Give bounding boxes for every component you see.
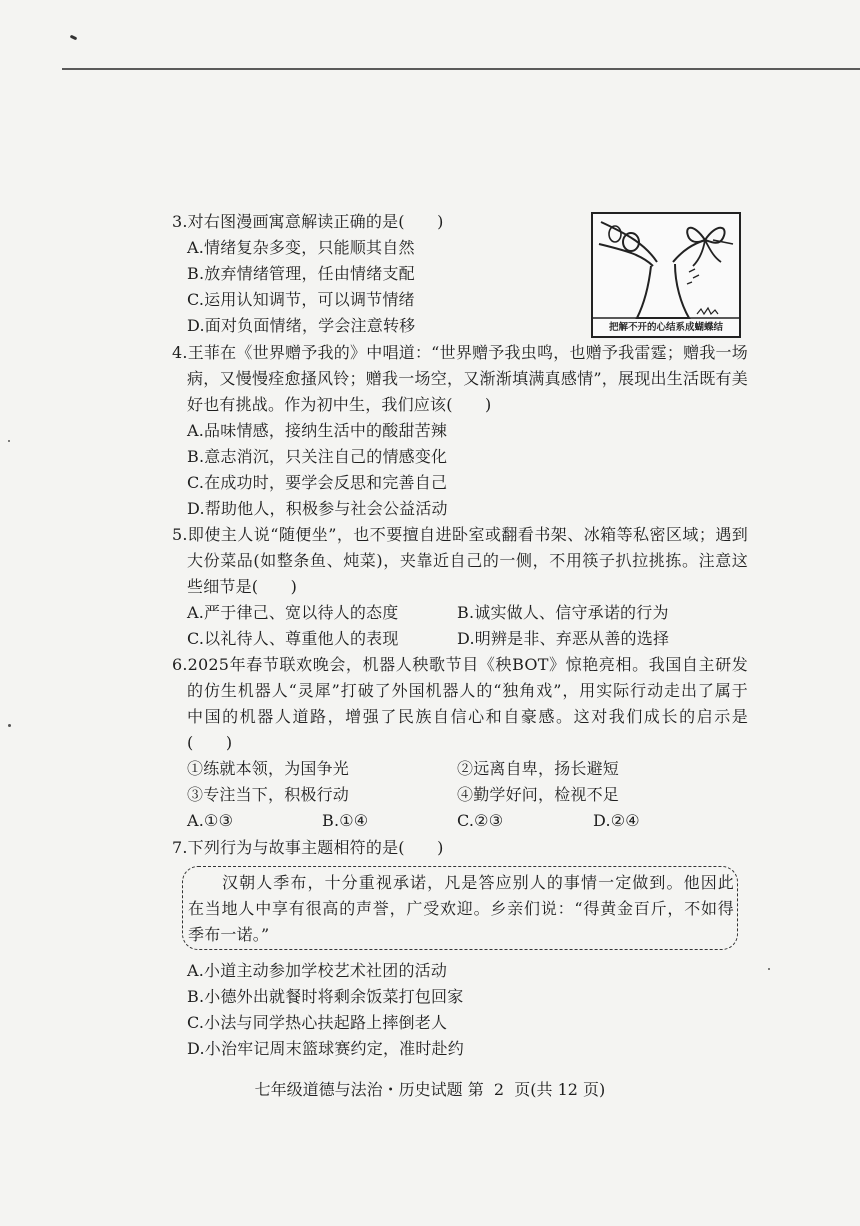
question-stem-line: 6.2025年春节联欢晚会，机器人秧歌节目《秧BOT》惊艳亮相。我国自主研发: [172, 655, 748, 674]
header-rule: [62, 68, 860, 70]
page-footer: 七年级道德与法治・历史试题 第 2 页(共 12 页): [254, 1080, 606, 1099]
option-b[interactable]: B.小德外出就餐时将剩余饭菜打包回家: [187, 987, 464, 1006]
option-d[interactable]: D.小治牢记周末篮球赛约定，准时赴约: [187, 1039, 464, 1058]
option-d[interactable]: D.帮助他人，积极参与社会公益活动: [187, 499, 448, 518]
question-stem-line: 大份菜品(如整条鱼、炖菜)，夹靠近自己的一侧，不用筷子扒拉挑拣。注意这: [187, 551, 748, 570]
comic-caption: 把解不开的心结系成蝴蝶结: [608, 322, 723, 333]
question-stem: 7.下列行为与故事主题相符的是( ): [172, 838, 444, 857]
scan-speck: [8, 724, 11, 727]
option-b[interactable]: B.①④: [322, 811, 369, 830]
question-stem-line: 5.即使主人说“随便坐”，也不要擅自进卧室或翻看书架、冰箱等私密区域；遇到: [172, 525, 748, 544]
question-stem-line: 4.王菲在《世界赠予我的》中唱道：“世界赠予我虫鸣，也赠予我雷霆；赠我一场: [172, 343, 748, 362]
option-c[interactable]: C.运用认知调节，可以调节情绪: [187, 290, 415, 309]
story-line: 季布一诺。”: [188, 925, 270, 944]
option-c[interactable]: C.②③: [457, 811, 504, 830]
question-stem-line: 病，又慢慢痊愈搔风铃；赠我一场空，又渐渐填满真感情”，展现出生活既有美: [187, 369, 748, 388]
question-stem-line: ( ): [187, 733, 233, 752]
scan-speck: [768, 968, 770, 970]
question-stem: 3.对右图漫画寓意解读正确的是( ): [172, 212, 444, 231]
tree-bow-illustration: [593, 214, 739, 336]
scan-speck: [8, 440, 10, 442]
comic-image: [591, 212, 741, 338]
option-b[interactable]: B.诚实做人、信守承诺的行为: [457, 603, 669, 622]
story-line: 在当地人中享有很高的声誉，广受欢迎。乡亲们说：“得黄金百斤，不如得: [188, 899, 734, 918]
option-a[interactable]: A.严于律己、宽以待人的态度: [187, 603, 399, 622]
question-stem-line: 的仿生机器人“灵犀”打破了外国机器人的“独角戏”，用实际行动走出了属于: [187, 681, 748, 700]
statement-2: ②远离自卑，扬长避短: [457, 759, 620, 778]
option-c[interactable]: C.小法与同学热心扶起路上摔倒老人: [187, 1013, 448, 1032]
option-d[interactable]: D.明辨是非、弃恶从善的选择: [457, 629, 670, 648]
option-b[interactable]: B.放弃情绪管理，任由情绪支配: [187, 264, 415, 283]
scan-mark: [70, 35, 78, 41]
option-b[interactable]: B.意志消沉，只关注自己的情感变化: [187, 447, 448, 466]
statement-4: ④勤学好问，检视不足: [457, 785, 620, 804]
option-c[interactable]: C.以礼待人、尊重他人的表现: [187, 629, 399, 648]
option-a[interactable]: A.品味情感，接纳生活中的酸甜苦辣: [187, 421, 448, 440]
question-stem-line: 中国的机器人道路，增强了民族自信心和自豪感。这对我们成长的启示是: [187, 707, 748, 726]
statement-3: ③专注当下，积极行动: [187, 785, 350, 804]
option-a[interactable]: A.①③: [187, 811, 234, 830]
option-a[interactable]: A.小道主动参加学校艺术社团的活动: [187, 961, 448, 980]
question-stem-line: 好也有挑战。作为初中生，我们应该( ): [187, 395, 492, 414]
question-stem-line: 些细节是( ): [187, 577, 298, 596]
story-line: 汉朝人季布，十分重视承诺，凡是答应别人的事情一定做到。他因此: [222, 873, 734, 892]
option-d[interactable]: D.②④: [593, 811, 640, 830]
statement-1: ①练就本领，为国争光: [187, 759, 350, 778]
option-a[interactable]: A.情绪复杂多变，只能顺其自然: [187, 238, 415, 257]
option-d[interactable]: D.面对负面情绪，学会注意转移: [187, 316, 416, 335]
option-c[interactable]: C.在成功时，要学会反思和完善自己: [187, 473, 448, 492]
